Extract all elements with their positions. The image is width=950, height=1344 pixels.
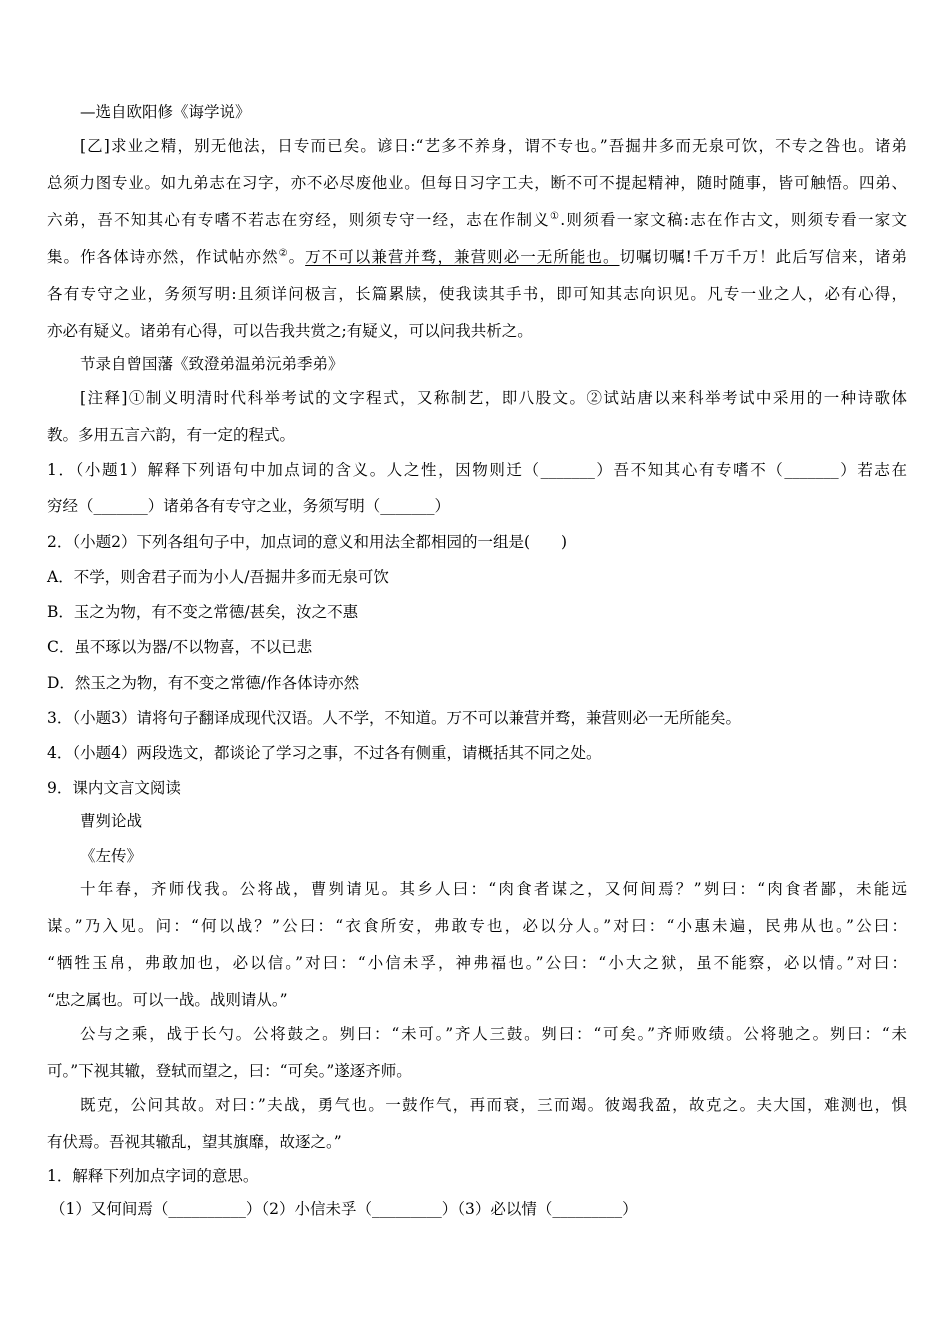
passage-yi-line: 亦必有疑义。诸弟有心得，可以告我共赏之;有疑义，可以问我共析之。 [47,322,533,340]
section-9-question-1: 1．解释下列加点字词的意思。 [47,1167,259,1185]
section-9-heading: 9．课内文言文阅读 [47,779,181,797]
para1-line: “忠之属也。可以一战。战则请从。” [47,991,288,1009]
para3-line: 既克，公问其故。对曰：”夫战，勇气也。一鼓作气，再而衰，三而竭。彼竭我盈，故克之。夫大国，难测也，惧 [80,1096,907,1114]
option-c: C．虽不琢以为器/不以物喜，不以已悲 [47,638,313,656]
para2-line: 公与之乘，战于长勺。公将鼓之。刿曰：“未可。”齐人三鼓。刿曰：“可矣。”齐师败绩。公将驰之。刿曰：“未 [80,1025,907,1043]
question-4: 4．（小题4）两段选文，都谈论了学习之事，不过各有侧重，请概括其不同之处。 [47,744,602,762]
text-source: 《左传》 [80,847,143,865]
option-b: B．玉之为物，有不变之常德/甚矣，汝之不惠 [47,603,359,621]
question-1: 1．（小题1）解释下列语句中加点词的含义。人之性，因物则迁（_______）吾不知其心有专嗜不（_______）若志在 [47,461,907,479]
passage-yi-line: [乙]求业之精，别无他法，日专而已矣。谚日:“艺多不养身，谓不专也。”吾掘井多而无泉可饮，不专之咎也。诸弟 [80,137,907,155]
para3-line: 有伏焉。吾视其辙乱，望其旗靡，故逐之。” [47,1133,342,1151]
yi-source: 节录自曾国藩《致澄弟温弟沅弟季弟》 [80,355,344,373]
para1-line: 十年春，齐师伐我。公将战，曹刿请见。其乡人曰：“肉食者谋之，又何间焉？”刿曰：“肉食者鄙，未能远 [80,880,907,898]
para1-line: 谋。”乃入见。问：“何以战？”公曰：“衣食所安，弗敢专也，必以分人。”对曰：“小惠未遍，民弗从也。”公曰： [47,917,907,935]
underlined-sentence: 万不可以兼营并骛，兼营则必一无所能也。 [305,248,620,266]
passage-yi-line: 总须力图专业。如九弟志在习字，亦不必尽废他业。但每日习字工夫，断不可不提起精神，随时随事，皆可触悟。四弟、 [47,174,907,192]
text-title: 曹刿论战 [80,812,143,830]
question-2: 2．（小题2）下列各组句子中，加点词的意义和用法全都相园的一组是( ) [47,533,568,551]
option-d: D．然玉之为物，有不变之常德/作各体诗亦然 [47,674,360,692]
section-9-question-1-items: （1）又何间焉（__________）（2）小信未孚（_________）（3）必以情（_________） [50,1200,638,1218]
notes-line: [注释]①制义明清时代科举考试的文字程式，又称制艺，即八股文。②试站唐以来科举考试中采用的一种诗歌体 [80,389,907,407]
para1-line: “牺牲玉帛，弗敢加也，必以信。”对曰：“小信未孚，神弗福也。”公曰：“小大之狱，虽不能察，必以情。”对曰： [47,954,907,972]
option-a: A．不学，则舍君子而为小人/吾掘井多而无泉可饮 [47,568,389,586]
para2-line: 可。”下视其辙，登轼而望之，曰：“可矣。”遂逐齐师。 [47,1062,412,1080]
passage-yi-line: 集。作各体诗亦然，作试帖亦然②。万不可以兼营并骛，兼营则必一无所能也。切嘱切嘱!千万千万！此后写信来，诸弟 [47,247,907,266]
question-1-cont: 穷经（_______）诸弟各有专守之业，务须写明（_______） [47,497,451,515]
jia-source: —选自欧阳修《诲学说》 [80,103,251,121]
question-3: 3．（小题3）请将句子翻译成现代汉语。人不学，不知道。万不可以兼营并骛，兼营则必一无所能矣。 [47,709,741,727]
passage-yi-line: 各有专守之业，务须写明:且须详问极言，长篇累牍，使我读其手书，即可知其志向识见。凡专一业之人，必有心得， [47,285,907,303]
notes-line: 教。多用五言六韵，有一定的程式。 [47,426,296,444]
footnote-ref-1: ① [550,210,561,222]
passage-yi-line: 六弟，吾不知其心有专嗜不若志在穷经，则须专守一经，志在作制义①.则须看一家文稿:志在作古文，则须专看一家文 [47,210,907,229]
footnote-ref-2: ② [278,247,289,259]
